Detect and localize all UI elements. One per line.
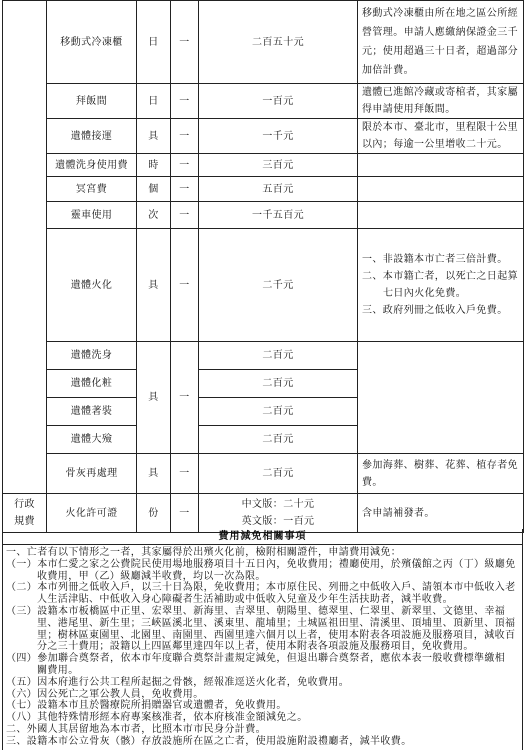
fee-line: 英文版：一百元 bbox=[241, 516, 315, 527]
fee-table bbox=[2, 0, 524, 533]
fee-cell: 二百元 bbox=[199, 342, 358, 370]
note-line: 收費用，甲（乙）級廳減半收費，均以一次為限。 bbox=[37, 570, 266, 582]
notes-title: 費用減免相關事項 bbox=[2, 529, 523, 545]
fee-row bbox=[3, 494, 524, 533]
note-line: 人生活津貼、中低收入身心障礙者生活補助或中低收入兒童及少年生活扶助者，減半收費。 bbox=[37, 594, 453, 606]
fee-cell: 二百元 bbox=[199, 426, 358, 454]
item-cell: 遺體接運 bbox=[47, 119, 137, 154]
quantity-cell: 一 bbox=[171, 229, 199, 342]
item-cell: 靈車使用 bbox=[47, 202, 137, 229]
item-cell: 骨灰再處理 bbox=[47, 454, 137, 494]
item-cell: 移動式冷凍櫃 bbox=[47, 1, 137, 84]
fee-row bbox=[3, 202, 524, 229]
note-line: 三、設籍本市公立骨灰（骸）存放設施所在區之亡者，使用設施附設禮廳者，減半收費。 bbox=[6, 735, 412, 747]
remarks-line: 得申請使用拜飯間。 bbox=[362, 104, 456, 115]
item-cell: 遺體火化 bbox=[47, 229, 137, 342]
remarks-cell bbox=[358, 202, 524, 229]
remarks-cell: 含申請補發者。 bbox=[358, 494, 524, 533]
quantity-cell: 一 bbox=[171, 342, 199, 454]
fee-cell: 二百元 bbox=[199, 454, 358, 494]
remarks-cell bbox=[358, 342, 524, 454]
category-label: 行政 bbox=[14, 499, 35, 510]
fee-cell: 一百元 bbox=[199, 84, 358, 119]
item-cell: 冥宮費 bbox=[47, 177, 137, 202]
remarks-cell bbox=[358, 177, 524, 202]
remarks-line: 元；使用超過三十日者，超過部分 bbox=[362, 46, 518, 57]
note-line: 一、亡者有以下情形之一者，其家屬得於出殯火化前，檢附相關證件，申請費用減免： bbox=[6, 547, 402, 558]
unit-cell: 時 bbox=[137, 154, 171, 177]
quantity-cell: 一 bbox=[171, 1, 199, 84]
fee-cell: 三百元 bbox=[199, 154, 358, 177]
remarks-line: 遺體已進館冷藏或寄棺者，其家屬 bbox=[362, 87, 518, 98]
quantity-cell: 一 bbox=[171, 494, 199, 533]
note-line: （二）本市列冊之低收入戶，以三十日為限，免收費用；本市原住民、列冊之中低收入戶、請領本市中低收入老 bbox=[6, 582, 516, 594]
remarks-line: 參加海葬、樹葬、花葬、植存者免 bbox=[362, 459, 518, 471]
quantity-cell: 一 bbox=[171, 202, 199, 229]
remarks-line: 費。 bbox=[362, 476, 383, 488]
note-line: （四）參加聯合奠祭者，依本市年度聯合奠祭計畫規定減免，但退出聯合奠祭者，應依本表一般收費標準繳相 bbox=[6, 653, 506, 665]
item-cell: 拜飯間 bbox=[47, 84, 137, 119]
quantity-cell: 一 bbox=[171, 454, 199, 494]
note-line: （三）設籍本市板橋區中正里、宏翠里、新海里、吉翠里、朝陽里、德翠里、仁翠里、新翠里、文德里、幸福 bbox=[6, 605, 506, 617]
remarks-line: 營管理。申請人應繳納保證金三千 bbox=[362, 27, 518, 38]
note-line: 關費用。 bbox=[37, 664, 79, 676]
fee-cell bbox=[199, 494, 358, 533]
note-line: 二、外國人其居留地為本市者，比照本市市民身分計費。 bbox=[6, 723, 266, 735]
fee-line: 中文版：二十元 bbox=[241, 499, 315, 510]
note-line: 分之三十費用；設籍以上四區鄰里達四年以上者，使用本附表各項設施及服務項目，免收費用。 bbox=[37, 641, 474, 653]
category-cell bbox=[3, 1, 47, 494]
fee-cell: 一千元 bbox=[199, 119, 358, 154]
fee-row bbox=[3, 119, 524, 154]
fee-cell: 二百五十元 bbox=[199, 1, 358, 84]
note-line: （八）其他特殊情形經本府專案核准者，依本府核准金額減免之。 bbox=[6, 712, 308, 724]
unit-cell: 具 bbox=[137, 229, 171, 342]
fee-row bbox=[3, 454, 524, 494]
remarks-line: 一、非設籍本市亡者三倍計費。 bbox=[362, 254, 508, 265]
unit-cell: 具 bbox=[137, 119, 171, 154]
remarks-cell bbox=[358, 119, 524, 154]
remarks-line: 加倍計費。 bbox=[362, 65, 414, 76]
remarks-cell bbox=[358, 1, 524, 84]
fee-row bbox=[3, 177, 524, 202]
item-cell: 火化許可證 bbox=[47, 494, 137, 533]
remarks-line: 二、本市籍亡者，以死亡之日起算 bbox=[362, 271, 518, 282]
quantity-cell: 一 bbox=[171, 177, 199, 202]
fee-row bbox=[3, 1, 524, 84]
remarks-line: 三、政府列冊之低收入戶免費。 bbox=[362, 305, 508, 316]
remarks-line: 七日內火化免費。 bbox=[383, 288, 467, 299]
fee-cell: 二百元 bbox=[199, 370, 358, 398]
fee-row bbox=[3, 84, 524, 119]
item-cell: 遺體化粧 bbox=[47, 370, 137, 398]
note-line: （五）因本府進行公共工程所起掘之骨骸，經報准逕送火化者，免收費用。 bbox=[6, 676, 350, 688]
unit-cell: 個 bbox=[137, 177, 171, 202]
fee-row bbox=[3, 229, 524, 342]
remarks-cell bbox=[358, 229, 524, 342]
quantity-cell: 一 bbox=[171, 154, 199, 177]
item-cell: 遺體大殮 bbox=[47, 426, 137, 454]
category-label: 規費 bbox=[14, 516, 35, 527]
item-cell: 遺體著裝 bbox=[47, 398, 137, 426]
category-cell bbox=[3, 494, 47, 533]
note-line: （七）設籍本市且於醫療院所捐贈器官或遺體者，免收費用。 bbox=[6, 700, 287, 712]
unit-cell: 日 bbox=[137, 84, 171, 119]
quantity-cell: 一 bbox=[171, 84, 199, 119]
remarks-line: 以內；每逾一公里增收二十元。 bbox=[362, 139, 508, 150]
quantity-cell: 一 bbox=[171, 119, 199, 154]
remarks-cell bbox=[358, 154, 524, 177]
fee-cell: 一千五百元 bbox=[199, 202, 358, 229]
remarks-cell bbox=[358, 84, 524, 119]
unit-cell: 具 bbox=[137, 342, 171, 454]
item-cell: 遺體洗身 bbox=[47, 342, 137, 370]
remarks-line: 移動式冷凍櫃由所在地之區公所經 bbox=[362, 8, 518, 19]
fee-row bbox=[3, 342, 524, 370]
note-line: 里；樹林區東園里、北園里、南園里、西園里達六個月以上者，使用本附表各項設施及服務項目，減收百 bbox=[37, 629, 516, 641]
unit-cell: 具 bbox=[137, 454, 171, 494]
fee-cell: 五百元 bbox=[199, 177, 358, 202]
unit-cell: 份 bbox=[137, 494, 171, 533]
item-cell: 遺體洗身使用費 bbox=[47, 154, 137, 177]
fee-reduction-notes bbox=[2, 545, 523, 750]
unit-cell: 次 bbox=[137, 202, 171, 229]
note-line: （一）本市仁愛之家之公費院民使用場地服務項目十五日內，免收費用；禮廳使用，於殯儀館之丙（丁）級廳免 bbox=[6, 558, 516, 570]
note-line: 里、港尾里、新生里；三峽區溪北里、溪東里、龍埔里；土城區祖田里、清溪里、頂埔里、頂新里、頂福 bbox=[37, 617, 516, 629]
unit-cell: 日 bbox=[137, 1, 171, 84]
remarks-cell bbox=[358, 454, 524, 494]
fee-cell: 二千元 bbox=[199, 229, 358, 342]
fee-cell: 二百元 bbox=[199, 398, 358, 426]
remarks-line: 限於本市、臺北市，里程限十公里 bbox=[362, 122, 518, 133]
note-line: （六）因公死亡之軍公教人員，免收費用。 bbox=[6, 688, 204, 700]
fee-row bbox=[3, 154, 524, 177]
